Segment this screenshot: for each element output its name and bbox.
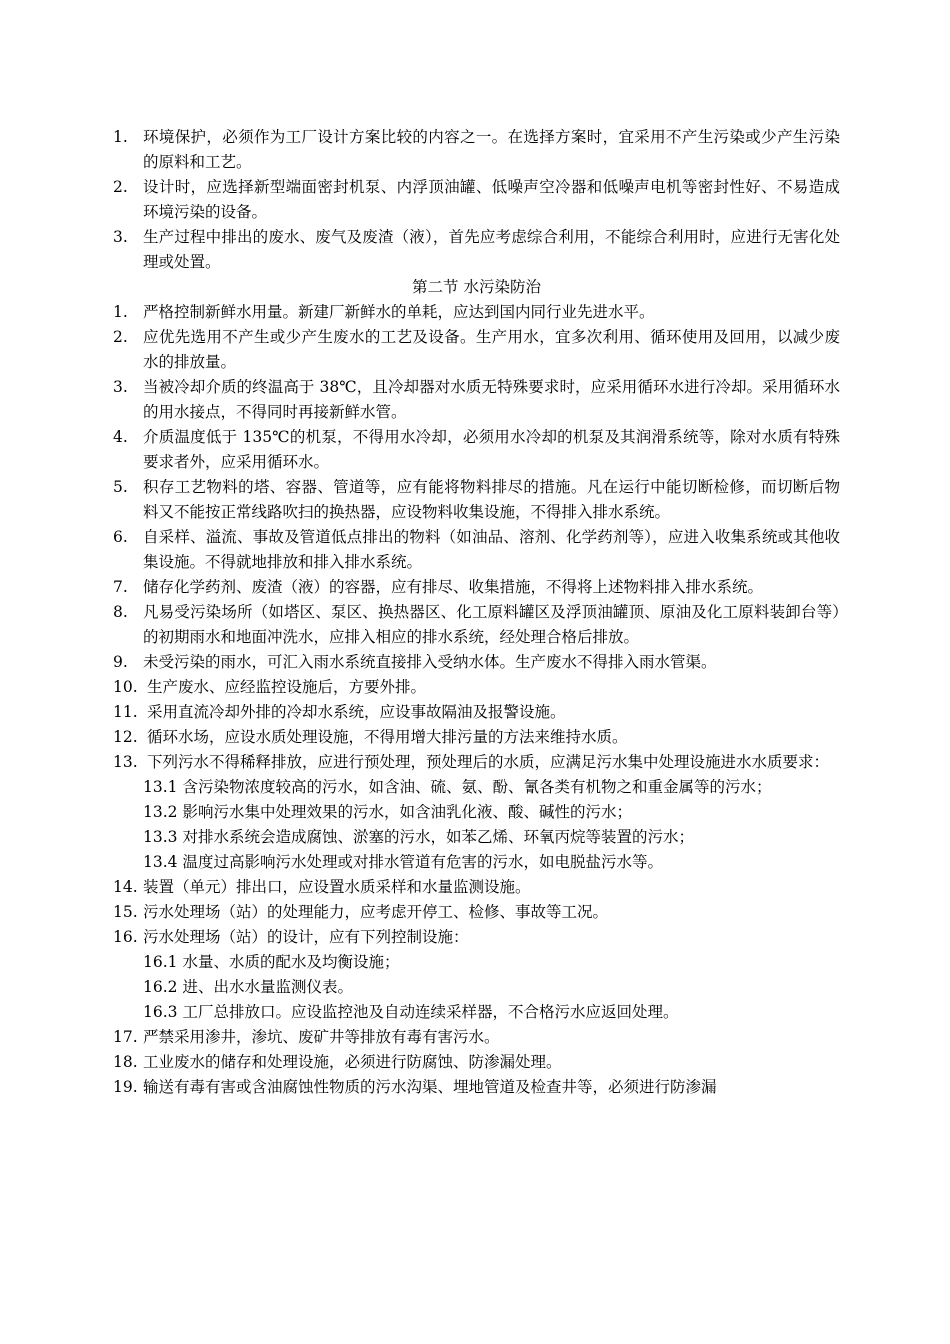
list-item: 15. 污水处理场（站）的处理能力，应考虑开停工、检修、事故等工况。 <box>113 903 609 921</box>
water-pollution-list <box>113 300 840 1100</box>
list-item: 18. 工业废水的储存和处理设施，必须进行防腐蚀、防渗漏处理。 <box>113 1053 562 1071</box>
list-item-text: 污水处理场（站）的处理能力，应考虑开停工、检修、事故等工况。 <box>143 903 609 921</box>
list-item: 9. 未受污染的雨水，可汇入雨水系统直接排入受纳水体。生产废水不得排入雨水管渠。 <box>113 653 717 671</box>
list-item: 11. 采用直流冷却外排的冷却水系统，应设事故隔油及报警设施。 <box>113 703 566 721</box>
list-item: 5. 积存工艺物料的塔、容器、管道等，应有能将物料排尽的措施。凡在运行中能切断检修，而切断后物料又不能按正常线路吹扫的换热器，应设物料收集设施，不得排入排水系统。 <box>113 478 840 521</box>
list-item-text: 设计时，应选择新型端面密封机泵、内浮顶油罐、低噪声空冷器和低噪声电机等密封性好、不易造成环境污染的设备。 <box>143 178 840 221</box>
list-item: 7. 储存化学药剂、废渣（液）的容器，应有排尽、收集措施，不得将上述物料排入排水系统。 <box>113 578 764 596</box>
list-item: 3. 生产过程中排出的废水、废气及废渣（液），首先应考虑综合利用，不能综合利用时，应进行无害化处理或处置。 <box>113 228 840 271</box>
list-item-text: 严禁采用渗井，渗坑、废矿井等排放有毒有害污水。 <box>143 1028 500 1046</box>
list-item: 4. 介质温度低于 135℃的机泵，不得用水冷却，必须用水冷却的机泵及其润滑系统等，除对水质有特殊要求者外，应采用循环水。 <box>113 428 840 471</box>
list-item: 2. 应优先选用不产生或少产生废水的工艺及设备。生产用水，宜多次利用、循环使用及回用，以减少废水的排放量。 <box>113 328 840 371</box>
section-title: 第二节 水污染防治 <box>412 278 541 296</box>
list-item-text: 严格控制新鲜水用量。新建厂新鲜水的单耗，应达到国内同行业先进水平。 <box>143 303 655 321</box>
list-item: 13. 下列污水不得稀释排放，应进行预处理，预处理后的水质，应满足污水集中处理设施进水水质要求： <box>113 753 830 771</box>
sub-item: 13.4 温度过高影响污水处理或对排水管道有危害的污水，如电脱盐污水等。 <box>143 853 663 871</box>
list-item-text: 介质温度低于 135℃的机泵，不得用水冷却，必须用水冷却的机泵及其润滑系统等，除对水质有特殊要求者外，应采用循环水。 <box>143 428 840 471</box>
list-item: 3. 当被冷却介质的终温高于 38℃，且冷却器对水质无特殊要求时，应采用循环水进行冷却。采用循环水的用水接点，不得同时再接新鲜水管。 <box>113 378 840 421</box>
list-item-text: 储存化学药剂、废渣（液）的容器，应有排尽、收集措施，不得将上述物料排入排水系统。 <box>143 578 764 596</box>
list-item-text: 装置（单元）排出口，应设置水质采样和水量监测设施。 <box>143 878 531 896</box>
list-item-text: 自采样、溢流、事故及管道低点排出的物料（如油品、溶剂、化学药剂等），应进入收集系统或其他收集设施。不得就地排放和排入排水系统。 <box>143 528 840 571</box>
list-item-text: 应优先选用不产生或少产生废水的工艺及设备。生产用水，宜多次利用、循环使用及回用，以减少废水的排放量。 <box>143 328 840 371</box>
list-item-text: 污水处理场（站）的设计，应有下列控制设施： <box>143 928 469 946</box>
list-item-text: 输送有毒有害或含油腐蚀性物质的污水沟渠、埋地管道及检查井等，必须进行防渗漏 <box>143 1078 717 1096</box>
sub-item: 13.1 含污染物浓度较高的污水，如含油、硫、氨、酚、氰各类有机物之和重金属等的污水； <box>143 778 772 796</box>
list-item: 17. 严禁采用渗井，渗坑、废矿井等排放有毒有害污水。 <box>113 1028 500 1046</box>
sublist-16 <box>113 950 840 1025</box>
list-item-text: 当被冷却介质的终温高于 38℃，且冷却器对水质无特殊要求时，应采用循环水进行冷却。采用循环水的用水接点，不得同时再接新鲜水管。 <box>143 378 840 421</box>
general-list <box>113 125 840 275</box>
sublist-13 <box>113 775 840 875</box>
list-item-text: 环境保护，必须作为工厂设计方案比较的内容之一。在选择方案时，宜采用不产生污染或少产生污染的原料和工艺。 <box>143 128 840 171</box>
list-item-text: 积存工艺物料的塔、容器、管道等，应有能将物料排尽的措施。凡在运行中能切断检修，而切断后物料又不能按正常线路吹扫的换热器，应设物料收集设施，不得排入排水系统。 <box>143 478 840 521</box>
list-item: 16. 污水处理场（站）的设计，应有下列控制设施： <box>113 928 469 946</box>
list-item-text: 未受污染的雨水，可汇入雨水系统直接排入受纳水体。生产废水不得排入雨水管渠。 <box>143 653 717 671</box>
list-item-text: 工业废水的储存和处理设施，必须进行防腐蚀、防渗漏处理。 <box>143 1053 562 1071</box>
list-item: 1. 环境保护，必须作为工厂设计方案比较的内容之一。在选择方案时，宜采用不产生污染或少产生污染的原料和工艺。 <box>113 128 840 171</box>
list-item: 10. 生产废水、应经监控设施后，方要外排。 <box>113 678 427 696</box>
list-item: 6. 自采样、溢流、事故及管道低点排出的物料（如油品、溶剂、化学药剂等），应进入收集系统或其他收集设施。不得就地排放和排入排水系统。 <box>113 528 840 571</box>
list-item: 1. 严格控制新鲜水用量。新建厂新鲜水的单耗，应达到国内同行业先进水平。 <box>113 303 655 321</box>
sub-item: 16.3 工厂总排放口。应设监控池及自动连续采样器，不合格污水应返回处理。 <box>143 1003 679 1021</box>
sub-item: 13.3 对排水系统会造成腐蚀、淤塞的污水，如苯乙烯、环氧丙烷等装置的污水； <box>143 828 694 846</box>
list-item-text: 循环水场，应设水质处理设施，不得用增大排污量的方法来维持水质。 <box>147 728 628 746</box>
list-item-text: 凡易受污染场所（如塔区、泵区、换热器区、化工原料罐区及浮顶油罐顶、原油及化工原料装卸台等）的初期雨水和地面冲洗水，应排入相应的排水系统，经处理合格后排放。 <box>143 603 840 646</box>
list-item: 19. 输送有毒有害或含油腐蚀性物质的污水沟渠、埋地管道及检查井等，必须进行防渗漏 <box>113 1078 717 1096</box>
list-item-text: 生产过程中排出的废水、废气及废渣（液），首先应考虑综合利用，不能综合利用时，应进行无害化处理或处置。 <box>143 228 840 271</box>
list-item: 8. 凡易受污染场所（如塔区、泵区、换热器区、化工原料罐区及浮顶油罐顶、原油及化工原料装卸台等）的初期雨水和地面冲洗水，应排入相应的排水系统，经处理合格后排放。 <box>113 603 840 646</box>
sub-item: 16.1 水量、水质的配水及均衡设施； <box>143 953 400 971</box>
list-item: 12. 循环水场，应设水质处理设施，不得用增大排污量的方法来维持水质。 <box>113 728 628 746</box>
list-item-text: 采用直流冷却外排的冷却水系统，应设事故隔油及报警设施。 <box>147 703 566 721</box>
list-item-text: 下列污水不得稀释排放，应进行预处理，预处理后的水质，应满足污水集中处理设施进水水质要求： <box>147 753 830 771</box>
sub-item: 13.2 影响污水集中处理效果的污水，如含油乳化液、酸、碱性的污水； <box>143 803 632 821</box>
list-item: 2. 设计时，应选择新型端面密封机泵、内浮顶油罐、低噪声空冷器和低噪声电机等密封性好、不易造成环境污染的设备。 <box>113 178 840 221</box>
document-body <box>113 125 840 1100</box>
list-item-text: 生产废水、应经监控设施后，方要外排。 <box>147 678 427 696</box>
sub-item: 16.2 进、出水水量监测仪表。 <box>143 978 353 996</box>
list-item: 14. 装置（单元）排出口，应设置水质采样和水量监测设施。 <box>113 878 531 896</box>
